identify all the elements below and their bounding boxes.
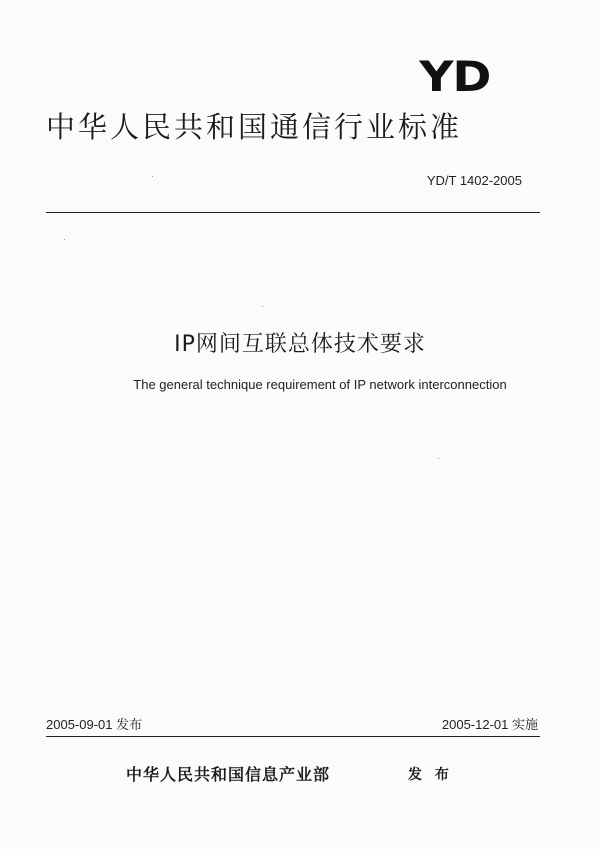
standard-number: YD/T 1402-2005 [426, 173, 522, 188]
footer-divider [46, 736, 540, 737]
document-title-chinese: IP网间互联总体技术要求 [174, 332, 426, 357]
scan-speck [64, 239, 65, 240]
implementation-date: 2005-12-01 实施 [441, 717, 538, 732]
scan-speck [438, 458, 439, 459]
publisher-name: 中华人民共和国信息产业部 [126, 765, 331, 784]
publish-date: 2005-09-01 发布 [46, 717, 143, 732]
yd-logo: YD [419, 52, 490, 101]
header-divider [46, 212, 540, 213]
organization-title: 中华人民共和国通信行业标准 [46, 110, 463, 144]
scan-speck [152, 176, 153, 177]
document-title-english: The general technique requirement of IP network interconnection [133, 377, 507, 392]
scan-speck [262, 306, 263, 307]
publish-label: 发 布 [408, 767, 453, 783]
